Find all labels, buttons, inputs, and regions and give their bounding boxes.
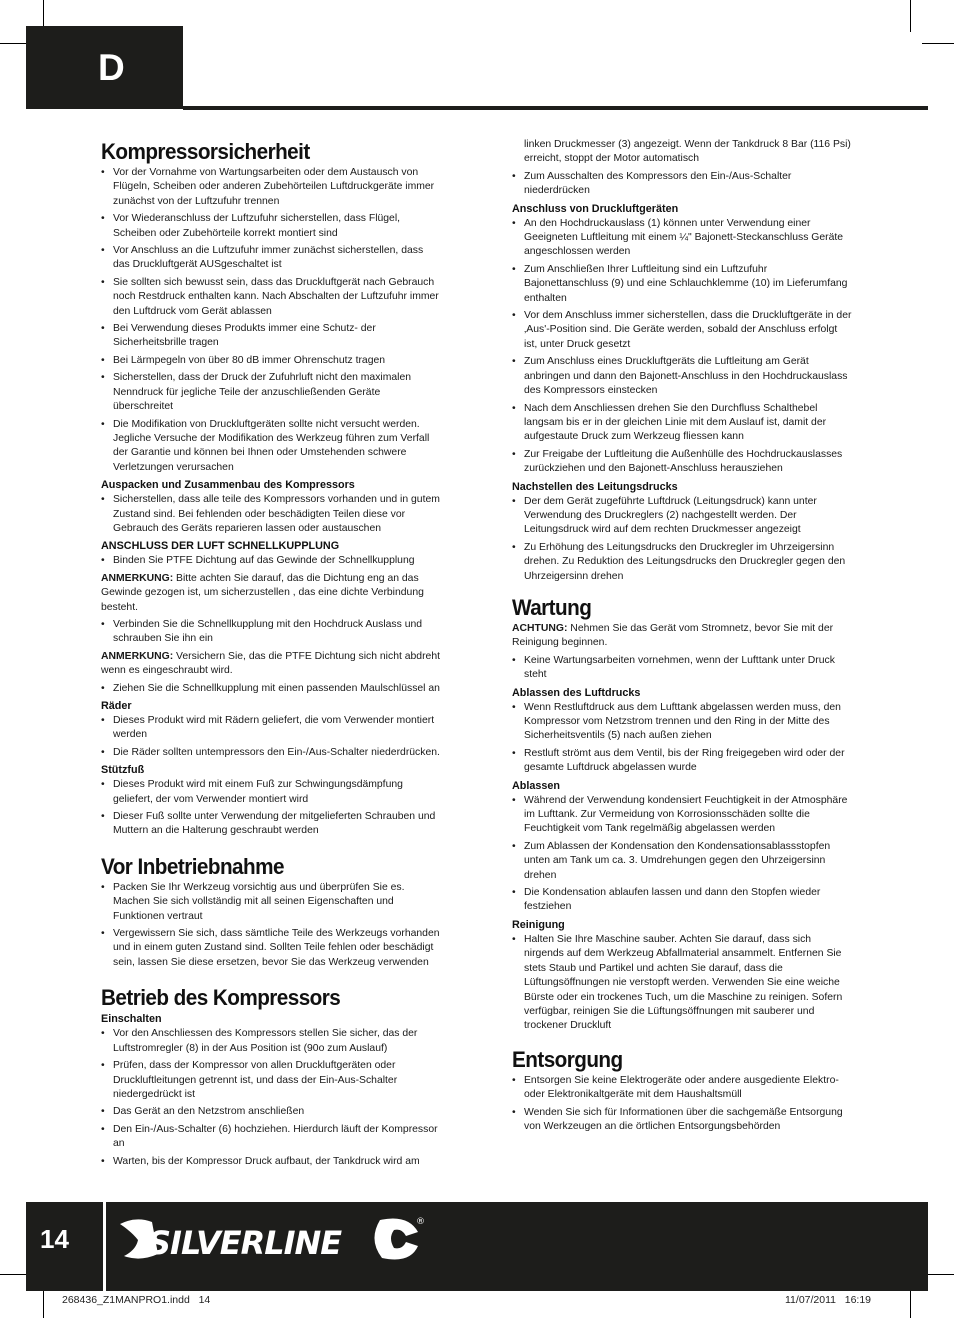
brand-wordmark: SILVERLINE — [148, 1224, 342, 1262]
list-item: • Zur Freigabe der Luftleitung die Außenhülle des Hochdruckauslasses zurückziehen und den Bajonett-Anschluss herausziehen — [512, 448, 852, 477]
subheading-switch-on: Einschalten — [101, 1013, 162, 1026]
print-date-info: 11/07/2011 16:19 — [785, 1294, 872, 1306]
section-title-compressor-safety: Kompressorsicherheit — [101, 139, 310, 164]
list-item: • Der dem Gerät zugeführte Luftdruck (Leitungsdruck) kann unter Verwendung des Druckreglers (2) nachgestellt werden. Der Leitungsdruck wird auf dem rechten Druckmesser angezeigt — [512, 495, 852, 538]
list-item: • Zum Ausschalten des Kompressors den Ein-/Aus-Schalter niederdrücken — [512, 170, 852, 199]
bullet-list — [101, 166, 441, 475]
note-text: Versichern Sie, das die PTFE Dichtung sich nicht abdreht wenn es eingeschraubt wird. — [101, 650, 440, 677]
list-item: • Packen Sie Ihr Werkzeug vorsichtig aus und überprüfen Sie es. Machen Sie sich vollständig mit all seinen Eigenschaften und Funktionen vertraut — [101, 881, 441, 924]
list-item: • Wenden Sie sich für Informationen über die sachgemäße Entsorgung von Werkzeugen an die örtlichen Entsorgungsbehörden — [512, 1106, 852, 1135]
bullet-list — [512, 794, 852, 915]
list-item: • Vor dem Anschluss immer sicherstellen, dass die Druckluftgeräte in der ‚Aus'-Position sind. Die Geräte werden, sobald der Anschluss erfolgt ist, unter Druck gesetzt — [512, 309, 852, 352]
subheading-air-release: Ablassen des Luftdrucks — [512, 686, 641, 699]
section-title-disposal: Entsorgung — [512, 1046, 623, 1072]
section-title-maintenance: Wartung — [512, 594, 592, 620]
right-column — [512, 138, 852, 1137]
subheading-cleaning: Reinigung — [512, 918, 565, 931]
bullet-list — [101, 682, 441, 696]
list-item: • Wenn Restluftdruck aus dem Lufttank abgelassen werden muss, den Kompressor vom Netzstrom trennen und den Ring in der Mitte des Sicherheitsventils (5) nach außen ziehen — [512, 701, 852, 744]
list-item: • An den Hochdruckauslass (1) können unter Verwendung einer Geeigneten Luftleitung mit einem ¼" Bajonett-Steckanschluss Geräte angeschlossen werden — [512, 217, 852, 260]
left-column — [101, 138, 441, 1172]
list-item: • Nach dem Anschliessen drehen Sie den Durchfluss Schalthebel langsam bis er in der gleichen Linie mit dem Auslauf ist, damit der aufgestaute Druck zum Werkzeug fliessen kann — [512, 402, 852, 445]
note-label: ANMERKUNG: — [101, 572, 174, 584]
bullet-list — [512, 701, 852, 776]
note-paragraph — [512, 622, 852, 651]
list-item: • Binden Sie PTFE Dichtung auf das Gewinde der Schnellkupplung — [101, 554, 441, 568]
subheading-line-pressure: Nachstellen des Leitungsdrucks — [512, 480, 678, 493]
list-item: • Die Kondensation ablaufen lassen und dann den Stopfen wieder festziehen — [512, 886, 852, 915]
list-item: • Den Ein-/Aus-Schalter (6) hochziehen. Hierdurch läuft der Kompressor an — [101, 1123, 441, 1152]
bullet-list — [101, 714, 441, 760]
note-text: Bitte achten Sie darauf, das die Dichtung eng an das Gewinde gezogen ist, um sicherzustellen , das eine dichte Verbindung besteht. — [101, 572, 424, 613]
list-item: • Vor der Vornahme von Wartungsarbeiten oder dem Austausch von Flügeln, Scheiben oder anderen Zubehörteilen Luftdruckgeräte immer zunächst von der Luftzufuhr trennen — [101, 166, 441, 209]
language-tab — [26, 26, 183, 109]
list-item: • Dieses Produkt wird mit einem Fuß zur Schwingungsdämpfung geliefert, der vom Verwender montiert wird — [101, 778, 441, 807]
list-item: • Warten, bis der Kompressor Druck aufbaut, der Tankdruck wird am — [101, 1155, 441, 1169]
registered-mark: ® — [416, 1217, 425, 1227]
list-item: • Vergewissern Sie sich, dass sämtliche Teile des Werkzeugs vorhanden und in einem guten Zustand sind. Sollten Teile fehlen oder beschädigt sein, lassen Sie diese ersetzen, bevor Sie das Werkzeug verwenden — [101, 927, 441, 970]
subheading-quick-coupling: ANSCHLUSS DER LUFT SCHNELLKUPPLUNG — [101, 540, 340, 553]
list-item: • Dieser Fuß sollte unter Verwendung der mitgelieferten Schrauben und Muttern an die Halterung geschraubt werden — [101, 810, 441, 839]
language-letter: D — [98, 47, 125, 88]
crop-mark — [910, 0, 911, 32]
bullet-list — [101, 778, 441, 839]
list-item: • Die Modifikation von Druckluftgeräten sollte nicht versucht werden. Jegliche Versuche der Modifikation des Werkzeug führen zum Verfall der Garantie und können bei Ihnen oder Umstehenden schwere Verletzungen verursachen — [101, 418, 441, 476]
list-item: • Ziehen Sie die Schnellkupplung mit einen passenden Maulschlüssel an — [101, 682, 441, 696]
note-text: Nehmen Sie das Gerät vom Stromnetz, bevor Sie mit der Reinigung beginnen. — [512, 622, 834, 649]
list-item: • Prüfen, dass der Kompressor von allen Druckluftgeräten oder Druckluftleitungen getrennt ist, und dass der Ein-Aus-Schalter niedergedrückt ist — [101, 1059, 441, 1102]
list-item: • Während der Verwendung kondensiert Feuchtigkeit in der Atmosphäre im Lufttank. Zur Vermeidung von Korrosionsschäden sollte die Feuchtigkeit vom Tank regelmäßig abgelassen werden — [512, 794, 852, 837]
bullet-list — [101, 493, 441, 536]
subheading-unpacking: Auspacken und Zusammenbau des Kompressors — [101, 479, 355, 492]
continued-paragraph: linken Druckmesser (3) angezeigt. Wenn der Tankdruck 8 Bar (116 Psi) erreicht, stoppt der Motor automatisch — [524, 139, 851, 165]
list-item: • Halten Sie Ihre Maschine sauber. Achten Sie darauf, dass sich nirgends auf dem Werkzeug Abfallmaterial ansammelt. Entfernen Sie stets Staub und Partikel und achten Sie darauf, dass die Lüftungsöffnungen nie verstopft werden. Verwenden Sie eine weiche Bürste oder ein trockenes Tuch, um die Maschine zu reinigen. Sofern verfügbar, reinigen Sie die Lüftungsöffnungen mit sauberer und trockener Druckluft — [512, 933, 852, 1034]
note-paragraph — [101, 572, 441, 615]
bullet-list — [101, 618, 441, 647]
page-number: 14 — [40, 1224, 69, 1254]
list-item: • Sicherstellen, dass der Druck der Zufuhrluft nicht den maximalen Nenndruck für jegliche Teile der anzuschließenden Geräte überschreitet — [101, 371, 441, 414]
section-title-operation: Betrieb des Kompressors — [101, 985, 341, 1011]
list-item: • Vor Anschluss an die Luftzufuhr immer zunächst sicherstellen, dass das Druckluftgerät AUSgeschaltet ist — [101, 244, 441, 273]
silverline-logo — [118, 1210, 430, 1268]
list-item: • Die Räder sollten untempressors den Ein-/Aus-Schalter niederdrücken. — [101, 746, 441, 760]
list-item: • Zum Anschluss eines Druckluftgeräts die Luftleitung am Gerät anbringen und dann den Bajonett-Anschluss in den Hochdruckauslass des Kompressors einstecken — [512, 355, 852, 398]
list-item: • Vor den Anschliessen des Kompressors stellen Sie sicher, das der Luftstromregler (8) in der Aus Position ist (90o zum Auslauf) — [101, 1027, 441, 1056]
crop-mark — [922, 43, 954, 44]
wrench-right-icon — [374, 1219, 418, 1260]
bullet-list — [512, 654, 852, 683]
list-item: • Sie sollten sich bewusst sein, dass das Druckluftgerät nach Gebrauch noch Restdruck enthalten kann. Nach Abschalten der Luftzufuhr immer den Luftdruck vom Gerät ablassen — [101, 276, 441, 319]
footer-separator — [103, 1202, 106, 1291]
list-item: • Sicherstellen, dass alle teile des Kompressors vorhanden und in gutem Zustand sind. Bei fehlenden oder beschädigten Teilen diese vor Gebrauch des Geräts reparieren lassen oder austauschen — [101, 493, 441, 536]
subheading-connecting-tools: Anschluss von Druckluftgeräten — [512, 202, 679, 215]
bullet-list — [101, 554, 441, 568]
bullet-list — [512, 933, 852, 1034]
bullet-list — [101, 881, 441, 970]
subheading-foot: Stützfuß — [101, 764, 145, 777]
list-item: • Entsorgen Sie keine Elektrogeräte oder andere ausgediente Elektro- oder Elektronikaltgeräte mit dem Haushaltsmüll — [512, 1074, 852, 1103]
list-item: • Restluft strömt aus dem Ventil, bis der Ring freigegeben wird oder der gesamte Luftdruck abgelassen wurde — [512, 747, 852, 776]
note-paragraph — [101, 650, 441, 679]
note-label: ACHTUNG: — [512, 622, 568, 634]
list-item: • Bei Verwendung dieses Produkts immer eine Schutz- der Sicherheitsbrille tragen — [101, 322, 441, 351]
bullet-list — [512, 170, 852, 199]
section-title-before-use: Vor Inbetriebnahme — [101, 853, 284, 879]
subheading-draining: Ablassen — [512, 779, 561, 792]
list-item: • Zu Erhöhung des Leitungsdrucks den Druckregler im Uhrzeigersinn drehen. Zu Reduktion des Leitungsdrucks den Druckregler gegen den Uhrzeigersinn drehen — [512, 541, 852, 584]
list-item: • Das Gerät an den Netzstrom anschließen — [101, 1105, 441, 1119]
note-label: ANMERKUNG: — [101, 650, 174, 662]
list-item: • Zum Ablassen der Kondensation den Kondensationsablassstopfen unten am Tank um ca. 3. Umdrehungen gegen den Uhrzeigersinn drehen — [512, 840, 852, 883]
bullet-list — [512, 217, 852, 477]
bullet-list — [512, 495, 852, 584]
print-file-info: 268436_Z1MANPRO1.indd 14 — [62, 1294, 211, 1306]
subheading-wheels: Räder — [101, 700, 132, 712]
bullet-list — [101, 1027, 441, 1169]
list-item: • Dieses Produkt wird mit Rädern geliefert, die vom Verwender montiert werden — [101, 714, 441, 743]
list-item: • Bei Lärmpegeln von über 80 dB immer Ohrenschutz tragen — [101, 354, 441, 368]
list-item: • Keine Wartungsarbeiten vornehmen, wenn der Lufttank unter Druck steht — [512, 654, 852, 683]
list-item: • Zum Anschließen Ihrer Luftleitung sind ein Luftzufuhr Bajonettanschluss (9) und eine Schlauchklemme (10) im Lieferumfang enthalten — [512, 263, 852, 306]
header-rule — [183, 106, 928, 110]
list-item: • Verbinden Sie die Schnellkupplung mit den Hochdruck Auslass und schrauben Sie ihn ein — [101, 618, 441, 647]
list-item: • Vor Wiederanschluss der Luftzufuhr sicherstellen, dass Flügel, Scheiben oder Zubehörteile korrekt montiert sind — [101, 212, 441, 241]
bullet-list — [512, 1074, 852, 1135]
